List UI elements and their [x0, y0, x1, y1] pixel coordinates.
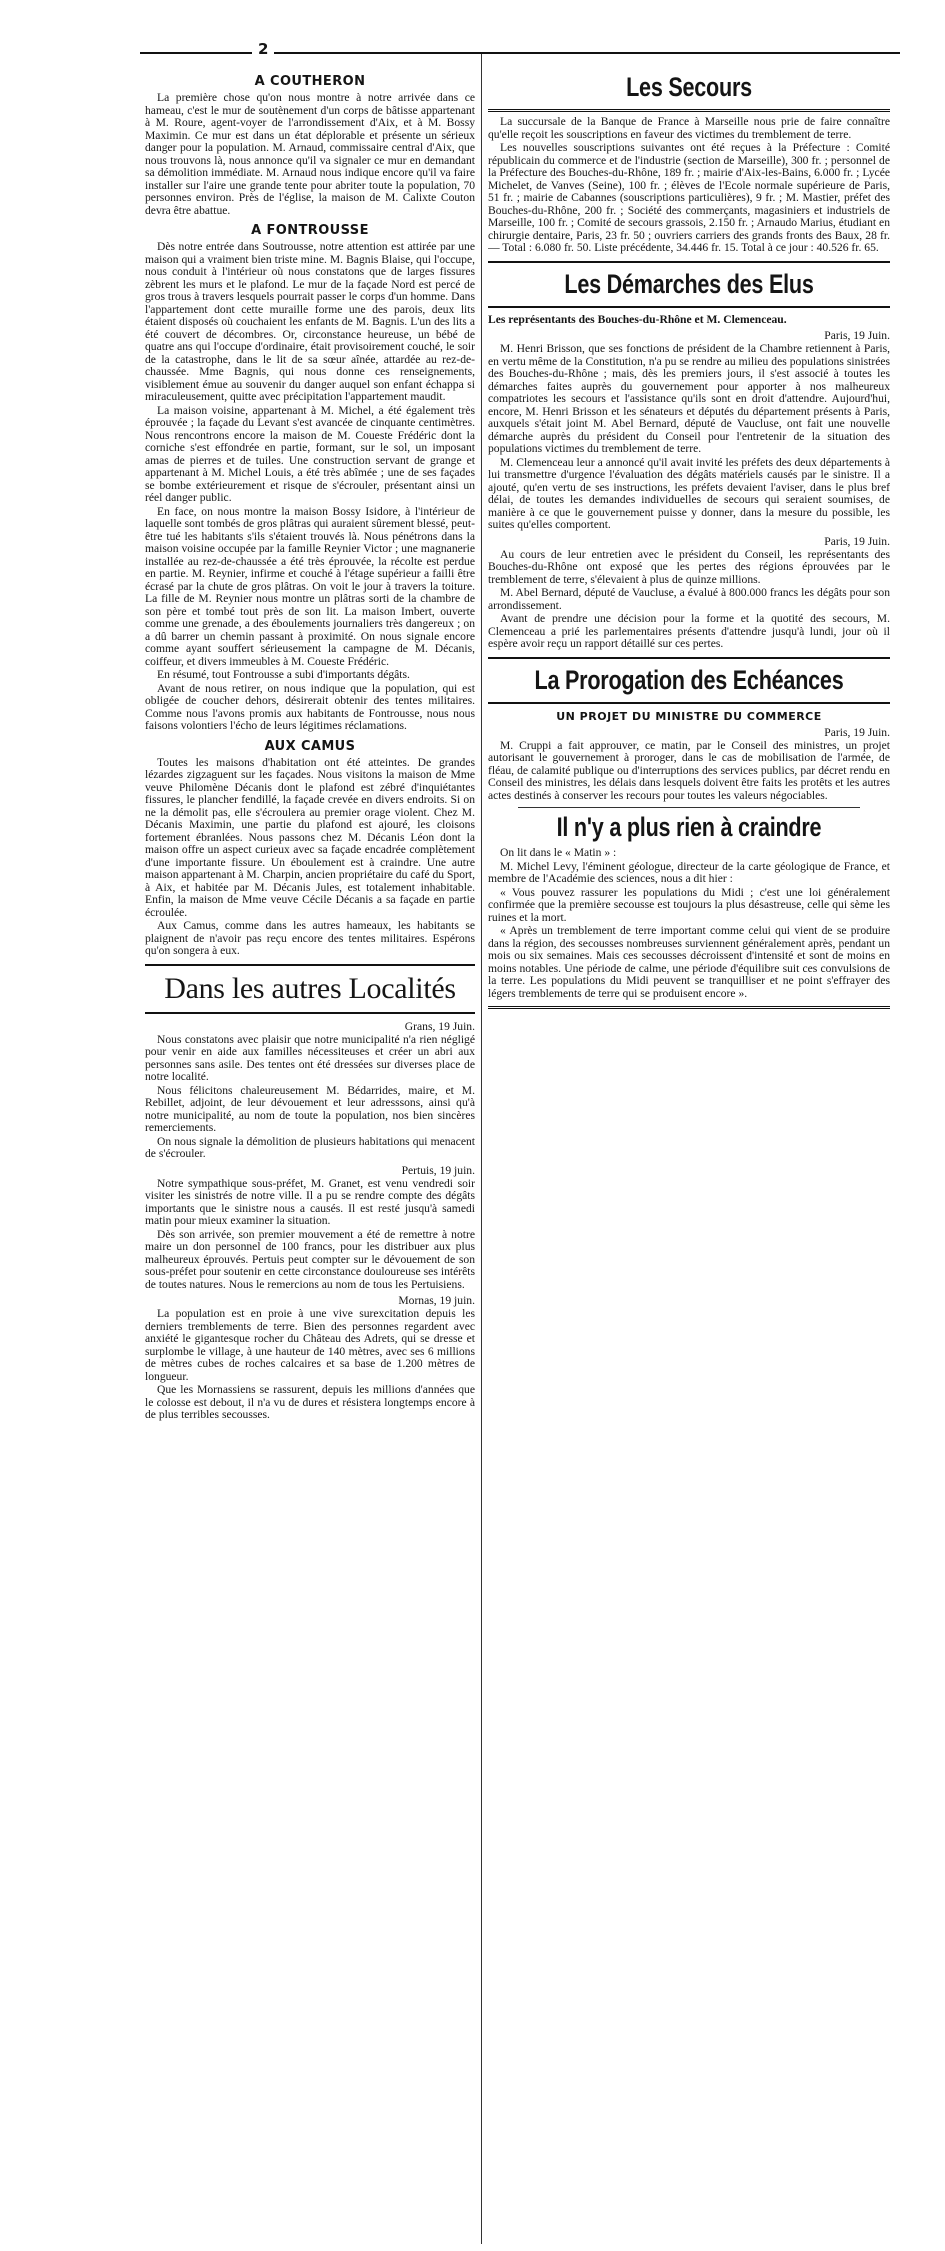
article-heading-secours: Les Secours	[626, 72, 752, 102]
article-paragraph: En face, on nous montre la maison Bossy Isidore, à l'intérieur de laquelle sont tombés de gros plâtras qui auraient sûrement blessé, peut-être tué les habitants s'ils s'étaient trouvés là. Nous pénétrons dans la maison voisine occupée par la famille Reynier Victor ; une magnanerie installée au rez-de-chaussée a été très éprouvée, la récolte est perdue en partie. M. Reynier, infirme et couché à l'étage supérieur a failli être écrasé par la chute de gros plâtras. On voit le jour à travers la toiture. La fille de M. Reynier nous montre un plâtras sorti de la chambre de son père et tombé tout près de son lit. La maison Imbert, ouverte comme une grenade, a des éboulements journaliers très dangereux ; on a dû barrer un chemin passant à proximité. On nous signale encore comme ayant souffert sérieusement la campagne de M. Décanis, coiffeur, et divers immeubles à M. Coueste Frédéric.	[145, 504, 475, 668]
article-paragraph: On nous signale la démolition de plusieurs habitations qui menacent de s'écrouler.	[145, 1134, 475, 1160]
article-paragraph: Nous félicitons chaleureusement M. Bédarrides, maire, et M. Rebillet, adjoint, de leur dévouement et leur adresssons, ainsi qu'à notre municipalité, au nom de toute la population, nos bien sincères remerciements.	[145, 1083, 475, 1134]
page-number: 2	[252, 40, 274, 58]
column-divider	[481, 54, 482, 2244]
article-paragraph: Toutes les maisons d'habitation ont été atteintes. De grandes lézardes zigzaguent sur les façades. Nous visitons la maison de Mme veuve Philomène Décanis dont le plafond est zébré d'inquiétantes fissures, le plancher fendillé, la façade crevée en divers endroits. Si on ne la démolit pas, elle s'écroulera au premier orage violent. Chez M. Décanis Maximin, une partie du plafond est ajouré, les cloisons fortement ébranlées. Nous passons chez M. Décanis Léon dont la maison offre un aspect curieux avec sa façade encadrée complètement d'une importante fissure. Un éboulement est à craindre. Une autre maison appartenant à M. Charpin, ancien propriétaire du café du Sport, à Aix, et habitée par M. Décanis Jules, est totalement inhabitable. Enfin, la maison de Mme veuve Cécile Décanis a sa façade en partie écroulée.	[145, 755, 475, 919]
localites-heading-box	[145, 964, 475, 1014]
article-paragraph: M. Michel Levy, l'éminent géologue, directeur de la carte géologique de France, et membre de l'Académie des sciences, nous a dit hier :	[488, 859, 890, 885]
article-paragraph: M. Clemenceau leur a annoncé qu'il avait invité les préfets des deux départements à lui transmettre d'urgence l'évaluation des dégâts matériels causés par le sinistre. Il a ajouté, qu'en vertu de ses instructions, les préfets devaient l'aviser, dans le plus bref délai, de toutes les demandes individuelles de secours qui seraient soumises, de manière à ce que le gouvernement puisse y donner, dans la mesure du possible, les suites qu'elles comportent.	[488, 455, 890, 531]
prorogation-heading-box	[488, 657, 890, 704]
article-paragraph: Nous constatons avec plaisir que notre municipalité n'a rien négligé pour venir en aide aux familles nécessiteuses et créer un abri aux personnes sans asile. Des tentes ont été dressées sur diverses place de notre localité.	[145, 1032, 475, 1083]
article-paragraph: Que les Mornassiens se rassurent, depuis les millions d'années que le colosse est debout, il n'a vu de dures et résistera longtemps encore à de plus terribles secousses.	[145, 1383, 475, 1421]
dateline-paris-2: Paris, 19 Juin.	[824, 534, 890, 548]
article-paragraph: Notre sympathique sous-préfet, M. Granet, est venu vendredi soir visiter les sinistrés de notre ville. Il a pu se rendre compte des dégâts importants que le sinistre nous a causés. Il est resté jusqu'à samedi matin pour mieux examiner la situation.	[145, 1176, 475, 1227]
section-heading-fontrousse: A FONTROUSSE	[251, 223, 369, 238]
article-heading-craindre: Il n'y a plus rien à craindre	[556, 812, 822, 842]
dateline-paris-3: Paris, 19 Juin.	[824, 725, 890, 739]
article-paragraph: M. Cruppi a fait approuver, ce matin, par le Conseil des ministres, un projet autorisant le gouvernement à proroger, dans le cas de mobilisation de l'armée, de fléau, de calamité publique ou d'interruptions des services publics, par décret rendu en Conseil des ministres, les délais dans lesquels doivent être faits les protêts et les autres actes destinés à conserver les recours pour toutes les valeurs négociables.	[488, 738, 890, 802]
article-paragraph: M. Abel Bernard, député de Vaucluse, a évalué à 800.000 francs les dégâts pour son arrondissement.	[488, 586, 890, 612]
demarches-heading-box	[488, 261, 890, 308]
dateline-grans: Grans, 19 Juin.	[404, 1019, 475, 1033]
article-paragraph: M. Henri Brisson, que ses fonctions de président de la Chambre retiennent à Paris, en vertu même de la Constitution, n'a pu se rendre au milieu des populations sinistrées des Bouches-du-Rhône ; mais, dès les premiers jours, il s'est associé à toutes les démarches faites auprès du gouvernement pour apporter à nos malheureux compatriotes les secours et l'assistance qu'ils sont en droit d'attendre. Aujourd'hui, encore, M. Henri Brisson et les sénateurs et députés du département présents à Paris, auxquels s'était joint M. Abel Bernard, député de Vaucluse, ont fait une nouvelle démarche auprès du président du Conseil pour l'entretenir de la situation des populations victimes du tremblement de terre.	[488, 342, 890, 455]
article-heading-localites: Dans les autres Localités	[164, 971, 456, 1005]
article-paragraph: Aux Camus, comme dans les autres hameaux, les habitants se plaignent de n'avoir pas reçu encore des tentes militaires. Espérons qu'on songera à eux.	[145, 919, 475, 957]
dateline-paris-1: Paris, 19 Juin.	[824, 329, 890, 342]
section-heading-camus: AUX CAMUS	[264, 738, 356, 754]
dateline-pertuis: Pertuis, 19 juin.	[401, 1163, 475, 1177]
article-paragraph: Dès son arrivée, son premier mouvement a été de remettre à notre maire un don personnel de 100 francs, pour les distribuer aux plus malheureux éprouvés. Pertuis peut compter sur le dévouement de son sous-préfet pour soutenir en cette circonstance douloureuse ses intérêts de toutes natures. Nous le remercions au nom de tous les Pertuisiens.	[145, 1227, 475, 1291]
article-paragraph: La première chose qu'on nous montre à notre arrivée dans ce hameau, c'est le mur de soutènement d'un corps de bâtisse appartenant à M. Roure, agent-voyer de l'arrondissement d'Aix, et à M. Bossy Maximin. Ce mur est dans un état déplorable et présente un sérieux danger pour la population. M. Arnaud, commissaire central d'Aix, que nous trouvons là, nous annonce qu'il va signaler ce mur en demandant sa démolition immédiate. M. Arnaud nous indique encore qu'il va faire installer sur l'aire une grande tente pour abriter toute la population, 70 personnes environ. Près de l'église, la maison de M. Calixte Couton devra être abattue.	[145, 91, 475, 217]
article-paragraph: Au cours de leur entretien avec le président du Conseil, les représentants des Bouches-du-Rhône ont exposé que les pertes des régions éprouvées par le tremblement de terre, s'élevaient à plus de quinze millions.	[488, 547, 890, 586]
article-kicker-demarches: Les représentants des Bouches-du-Rhône et M. Clemenceau.	[488, 312, 787, 326]
article-heading-demarches: Les Démarches des Elus	[564, 268, 814, 299]
dateline-mornas: Mornas, 19 juin.	[398, 1294, 475, 1307]
article-paragraph: Dès notre entrée dans Soutrousse, notre attention est attirée par une maison qui a vraiment bien triste mine. M. Bagnis Blaise, qui l'occupe, nous conduit à l'intérieur où nous constatons que de larges fissures zèbrent les murs et le plafond. Le mur de la façade Nord est percé de gros trous à travers lesquels pourrait passer le corps d'un homme. Dans l'appartement dont cette muraille forme une des parois, deux lits étaient disposés où couchaient les enfants de M. Bagnis. L'un des lits a été couvert de décombres. Or, circonstance heureuse, un bébé de quatre ans qui l'occupe d'ordinaire, était provisoirement couché, le soir de la catastrophe, dans le lit de sa sœur aînée, attardée au rez-de-chaussée. Mme Bagnis, qui nous donne ces renseignements, visiblement émue au souvenir du danger auquel son enfant échappa si miraculeusement, quitte avec précipitation l'appartement maudit.	[145, 240, 475, 403]
article-paragraph: Avant de prendre une décision pour la forme et la quotité des secours, M. Clemenceau a prié les parlementaires présents d'attendre jusqu'à lundi, jour où il espère avoir reçu un rapport détaillé sur ces pertes.	[488, 612, 890, 650]
article-paragraph: Avant de nous retirer, on nous indique que la population, qui est obligée de coucher dehors, désirerait obtenir des tentes militaires. Comme nous l'avons promis aux habitants de Fontrousse, nous nous faisons volontiers l'écho de leurs légitimes réclamations.	[145, 681, 475, 732]
right-column	[488, 68, 890, 1318]
article-paragraph: La succursale de la Banque de France à Marseille nous prie de faire connaître qu'elle reçoit les souscriptions en faveur des victimes du tremblement de terre.	[488, 115, 890, 141]
page-header-rule	[140, 40, 900, 60]
article-paragraph: Les nouvelles souscriptions suivantes ont été reçues à la Préfecture : Comité républicain du commerce et de l'industrie (section de Marseille), 300 fr. ; personnel de la Préfecture des Bouches-du-Rhône, 189 fr. ; mairie d'Aix-les-Bains, 6.000 fr. ; Lycée Michelet, de Vanves (Seine), 100 fr. ; élèves de l'Ecole normale supérieure de Paris, 51 fr. ; mairie de Cabannes (souscriptions particulières), 9 fr. ; M. Mastier, préfet des Bouches-du-Rhône, 200 fr. ; Société des commerçants, magasiniers et industriels de Marseille, 100 fr. ; Comité de secours grassois, 2.150 fr. ; Arnaudo Marius, étudiant en chirurgie dentaire, Paris, 23 fr. 50 ; ouvriers carriers des grands fronts des Baux, 28 fr. — Total : 6.080 fr. 50. Liste précédente, 34.446 fr. 15. Total à ce jour : 40.526 fr. 65.	[488, 141, 890, 254]
article-paragraph: La maison voisine, appartenant à M. Michel, a été également très éprouvée ; la façade du Levant s'est avancée de cinquante centimètres. Nous rencontrons encore la maison de M. Coueste Frédéric dont la corniche s'est effondrée en partie, formant, sur le sol, un imposant amas de pierres et de tuiles. Une construction servant de grange et appartenant à M. Michel Louis, a été très abîmée ; une de ses façades se bombe extérieurement et risque de s'écrouler, présentant ainsi un réel danger public.	[145, 403, 475, 504]
article-paragraph: En résumé, tout Fontrousse a subi d'importants dégâts.	[157, 668, 410, 681]
column-end-rule	[488, 1006, 890, 1009]
separator-rule	[518, 807, 860, 808]
article-subheading-prorogation: UN PROJET DU MINISTRE DU COMMERCE	[556, 709, 822, 723]
article-heading-prorogation: La Prorogation des Echéances	[534, 664, 844, 695]
article-paragraph: « Après un tremblement de terre important comme celui qui vient de se produire dans la région, des secousses nombreuses surviennent généralement après, pendant un mois ou six semaines. Mais ces secousses décroissent d'intensité et sont de moins en moins notables. Une période de calme, une période d'équilibre suit ces convulsions de la terre. Les populations du Midi peuvent se tranquilliser et ne point s'effrayer des légers tremblements de terre qui se produisent encore ».	[488, 924, 890, 1000]
article-paragraph: « Vous pouvez rassurer les populations du Midi ; c'est une loi généralement confirmée que la première secousse est toujours la plus désastreuse, celle qui sème les ruines et la mort.	[488, 885, 890, 924]
article-paragraph: On lit dans le « Matin » :	[500, 846, 617, 859]
article-paragraph: La population est en proie à une vive surexcitation depuis les derniers tremblements de terre. Bien des personnes regardent avec anxiété le gigantesque rocher du Château des Adrets, qui se dresse et surplombe le village, à une hauteur de 140 mètres, avec ses 6 millions de mètres cubes de roches calcaires et sa base de 1.200 mètres de longueur.	[145, 1307, 475, 1383]
left-column	[145, 68, 475, 2243]
section-heading-coutheron: A COUTHERON	[254, 74, 366, 89]
heading-rule	[488, 109, 890, 112]
